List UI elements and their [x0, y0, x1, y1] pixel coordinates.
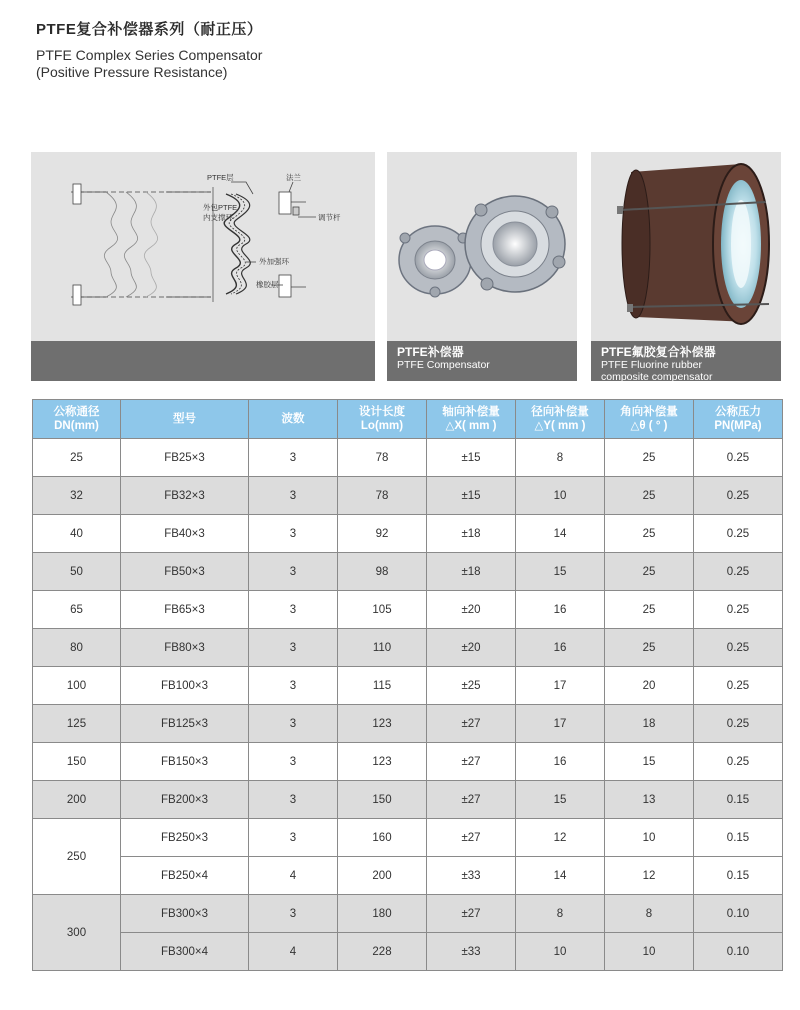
caption-cn: PTFE补偿器 [397, 345, 464, 359]
cell-length: 228 [338, 933, 427, 971]
caption-en-line2: composite compensator [601, 371, 713, 381]
table-row [33, 895, 783, 933]
cell-waves: 3 [249, 439, 338, 477]
cell-angular: 25 [605, 439, 694, 477]
cell-pressure: 0.15 [694, 781, 783, 819]
cell-radial: 14 [516, 857, 605, 895]
header [36, 18, 262, 81]
cell-axial: ±33 [427, 933, 516, 971]
table-row [33, 439, 783, 477]
photo-caption-1 [387, 341, 577, 381]
cell-pressure: 0.25 [694, 591, 783, 629]
cell-radial: 8 [516, 895, 605, 933]
table-row [33, 591, 783, 629]
table-row [33, 857, 783, 895]
cell-waves: 3 [249, 629, 338, 667]
cell-radial: 15 [516, 781, 605, 819]
cell-pressure: 0.25 [694, 629, 783, 667]
cell-length: 123 [338, 705, 427, 743]
label-adjust-rod: 调节杆 [318, 213, 341, 222]
cell-radial: 10 [516, 933, 605, 971]
table-row [33, 705, 783, 743]
label-reinforce-ring: 外加强环 [259, 257, 289, 266]
spec-table [32, 399, 783, 971]
cell-model: FB250×4 [121, 857, 249, 895]
cell-length: 78 [338, 439, 427, 477]
cell-axial: ±20 [427, 629, 516, 667]
cell-model: FB100×3 [121, 667, 249, 705]
table-row [33, 553, 783, 591]
cell-pressure: 0.15 [694, 819, 783, 857]
cell-radial: 8 [516, 439, 605, 477]
cell-dn: 300 [33, 895, 121, 971]
cell-radial: 12 [516, 819, 605, 857]
table-row [33, 819, 783, 857]
label-outer-ptfe-2: 内支撑环 [203, 213, 233, 222]
cell-radial: 15 [516, 553, 605, 591]
table-row [33, 933, 783, 971]
title-english-line2: (Positive Pressure Resistance) [36, 64, 228, 80]
title-english-line1: PTFE Complex Series Compensator [36, 47, 263, 63]
cell-dn: 50 [33, 553, 121, 591]
cell-model: FB300×3 [121, 895, 249, 933]
cell-radial: 16 [516, 743, 605, 781]
cell-angular: 10 [605, 819, 694, 857]
cell-waves: 3 [249, 819, 338, 857]
diagram-panel [31, 152, 375, 381]
cell-waves: 3 [249, 515, 338, 553]
cell-waves: 4 [249, 933, 338, 971]
cell-angular: 25 [605, 629, 694, 667]
cell-radial: 16 [516, 629, 605, 667]
title-chinese: PTFE复合补偿器系列（耐正压） [36, 21, 263, 38]
cell-waves: 3 [249, 895, 338, 933]
cell-pressure: 0.25 [694, 553, 783, 591]
cell-angular: 25 [605, 553, 694, 591]
cell-axial: ±27 [427, 895, 516, 933]
cell-length: 78 [338, 477, 427, 515]
cell-model: FB50×3 [121, 553, 249, 591]
table-row [33, 781, 783, 819]
photo-panel-fluorine-compensator [591, 152, 781, 381]
cell-dn: 100 [33, 667, 121, 705]
cell-pressure: 0.25 [694, 515, 783, 553]
cell-axial: ±27 [427, 781, 516, 819]
cell-length: 200 [338, 857, 427, 895]
cell-dn: 250 [33, 819, 121, 895]
cell-length: 98 [338, 553, 427, 591]
cell-model: FB150×3 [121, 743, 249, 781]
cell-angular: 20 [605, 667, 694, 705]
cell-dn: 80 [33, 629, 121, 667]
cell-angular: 10 [605, 933, 694, 971]
cell-waves: 3 [249, 591, 338, 629]
cell-pressure: 0.25 [694, 439, 783, 477]
cell-angular: 25 [605, 591, 694, 629]
cell-length: 115 [338, 667, 427, 705]
header-angular: 角向补偿量 △θ ( ° ) [605, 400, 694, 439]
cell-waves: 3 [249, 477, 338, 515]
header-model: 型号 [121, 400, 249, 439]
cell-model: FB200×3 [121, 781, 249, 819]
cell-radial: 14 [516, 515, 605, 553]
cell-radial: 10 [516, 477, 605, 515]
cell-waves: 3 [249, 553, 338, 591]
label-rubber-layer: 橡胶层 [256, 280, 279, 289]
cell-model: FB40×3 [121, 515, 249, 553]
cell-angular: 15 [605, 743, 694, 781]
cell-angular: 25 [605, 477, 694, 515]
cell-radial: 17 [516, 705, 605, 743]
photo-caption-2 [591, 341, 781, 381]
table-row [33, 667, 783, 705]
cell-axial: ±27 [427, 705, 516, 743]
cell-axial: ±20 [427, 591, 516, 629]
cell-dn: 200 [33, 781, 121, 819]
cell-axial: ±18 [427, 515, 516, 553]
cell-angular: 13 [605, 781, 694, 819]
cell-waves: 3 [249, 743, 338, 781]
cell-radial: 17 [516, 667, 605, 705]
cell-waves: 3 [249, 705, 338, 743]
cell-waves: 3 [249, 781, 338, 819]
cell-pressure: 0.25 [694, 667, 783, 705]
cell-axial: ±25 [427, 667, 516, 705]
header-waves: 波数 [249, 400, 338, 439]
cell-dn: 150 [33, 743, 121, 781]
cell-axial: ±18 [427, 553, 516, 591]
cell-dn: 25 [33, 439, 121, 477]
header-pressure: 公称压力 PN(MPa) [694, 400, 783, 439]
cell-pressure: 0.25 [694, 705, 783, 743]
label-flange: 法兰 [286, 173, 301, 182]
cell-angular: 25 [605, 515, 694, 553]
cell-length: 160 [338, 819, 427, 857]
table-row [33, 515, 783, 553]
caption-en-line1: PTFE Compensator [397, 359, 490, 371]
cell-waves: 4 [249, 857, 338, 895]
cell-model: FB300×4 [121, 933, 249, 971]
cell-angular: 18 [605, 705, 694, 743]
header-radial: 径向补偿量 △Y( mm ) [516, 400, 605, 439]
cell-waves: 3 [249, 667, 338, 705]
cell-axial: ±27 [427, 819, 516, 857]
cell-model: FB125×3 [121, 705, 249, 743]
cell-dn: 40 [33, 515, 121, 553]
cell-model: FB25×3 [121, 439, 249, 477]
cell-model: FB250×3 [121, 819, 249, 857]
diagram-bottom-stripe [31, 341, 375, 381]
cell-pressure: 0.10 [694, 933, 783, 971]
cell-dn: 125 [33, 705, 121, 743]
label-outer-ptfe-1: 外包PTFE [203, 203, 238, 212]
header-axial: 轴向补偿量 △X( mm ) [427, 400, 516, 439]
photo-panel-ptfe-compensator [387, 152, 577, 381]
cell-model: FB80×3 [121, 629, 249, 667]
cell-axial: ±15 [427, 477, 516, 515]
cell-length: 105 [338, 591, 427, 629]
table-row [33, 629, 783, 667]
cell-model: FB65×3 [121, 591, 249, 629]
cell-angular: 8 [605, 895, 694, 933]
cell-length: 123 [338, 743, 427, 781]
cell-dn: 32 [33, 477, 121, 515]
cell-axial: ±33 [427, 857, 516, 895]
cell-pressure: 0.15 [694, 857, 783, 895]
header-dn: 公称通径 DN(mm) [33, 400, 121, 439]
header-length: 设计长度 Lo(mm) [338, 400, 427, 439]
table-row [33, 743, 783, 781]
caption-en-line1: PTFE Fluorine rubber [601, 359, 702, 371]
cell-angular: 12 [605, 857, 694, 895]
cell-pressure: 0.25 [694, 743, 783, 781]
caption-cn: PTFE氟胶复合补偿器 [601, 345, 716, 359]
cell-length: 110 [338, 629, 427, 667]
cell-radial: 16 [516, 591, 605, 629]
table-row [33, 477, 783, 515]
cell-length: 92 [338, 515, 427, 553]
cell-axial: ±15 [427, 439, 516, 477]
cell-length: 150 [338, 781, 427, 819]
cell-model: FB32×3 [121, 477, 249, 515]
cell-pressure: 0.25 [694, 477, 783, 515]
cell-dn: 65 [33, 591, 121, 629]
table-header-row [33, 400, 783, 439]
label-ptfe-layer: PTFE层 [207, 173, 234, 182]
cell-length: 180 [338, 895, 427, 933]
cell-axial: ±27 [427, 743, 516, 781]
cell-pressure: 0.10 [694, 895, 783, 933]
